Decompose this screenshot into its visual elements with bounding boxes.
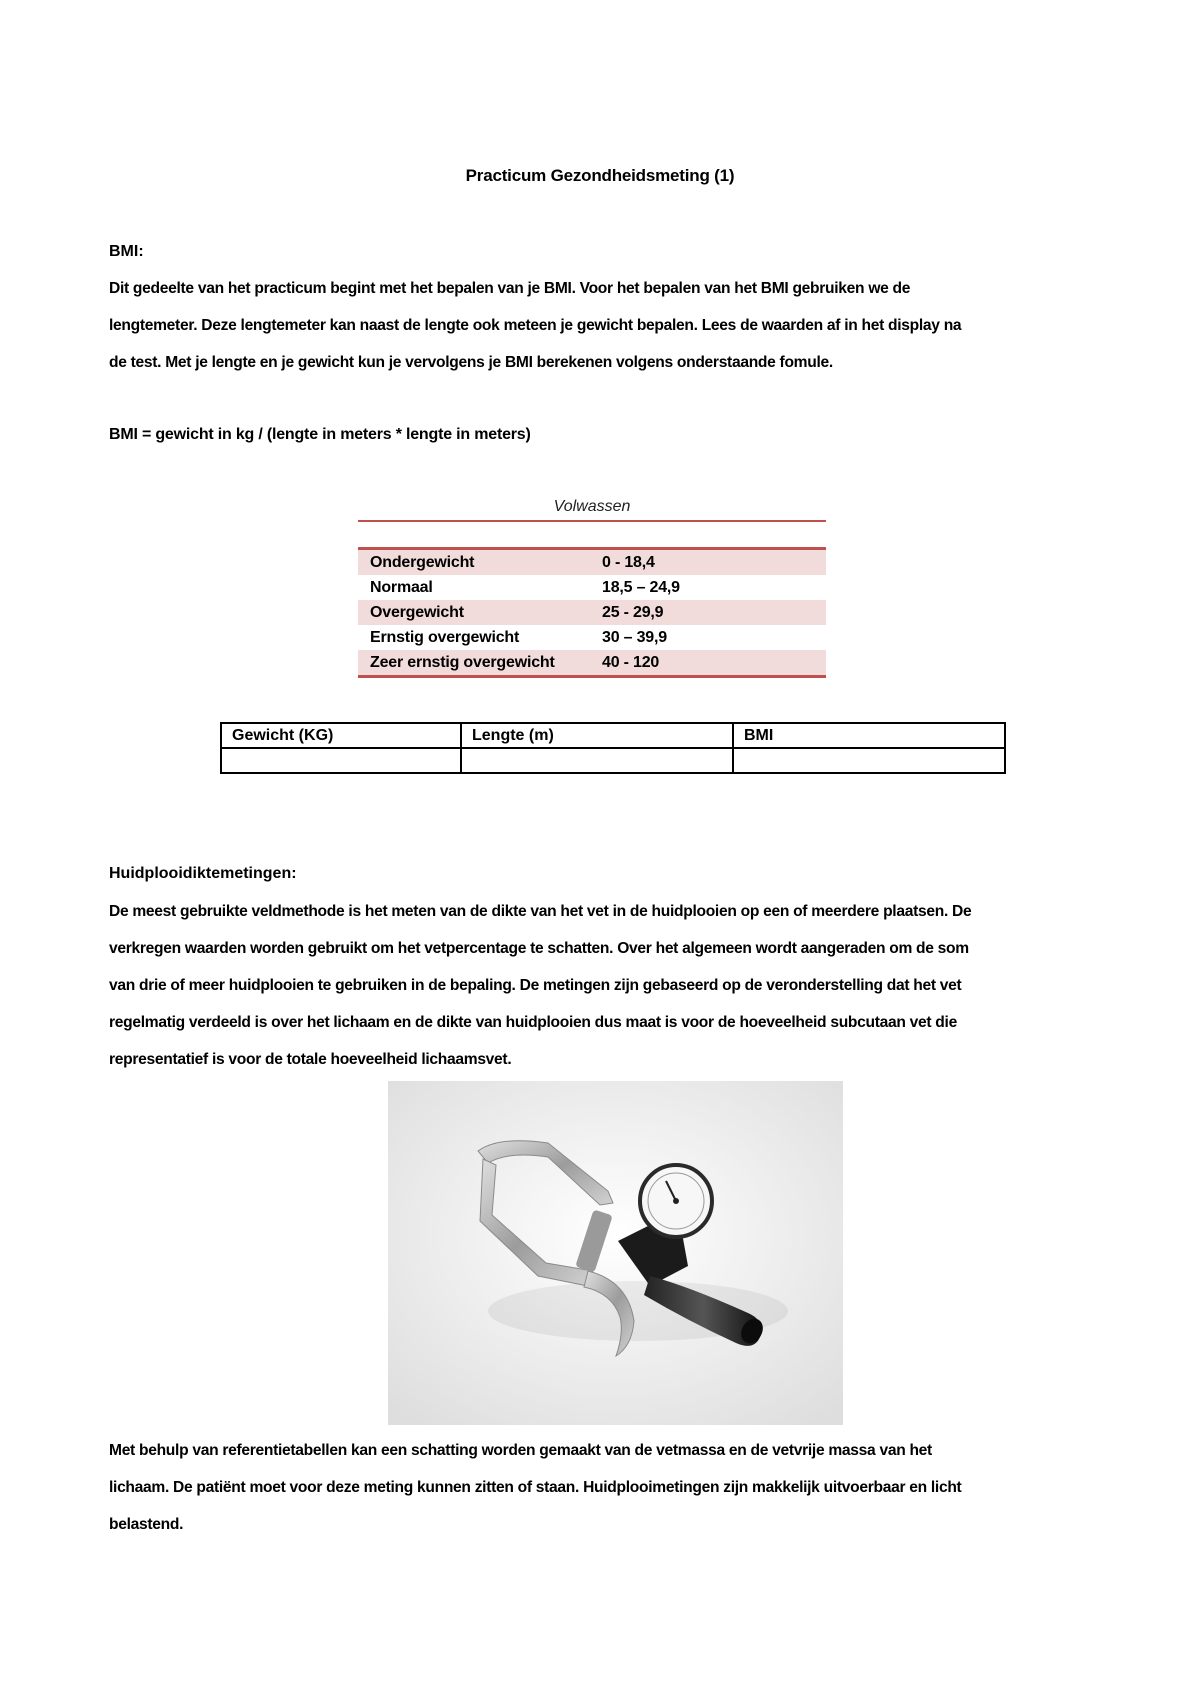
- skinfold-caliper-icon: [388, 1081, 843, 1425]
- length-cell[interactable]: [461, 748, 733, 773]
- header-bmi: BMI: [733, 723, 1005, 748]
- closing-paragraph-line: lichaam. De patiënt moet voor deze meting kunnen zitten of staan. Huidplooimetingen zijn makkelijk uitvoerbaar en licht: [109, 1479, 962, 1496]
- table-spacer: [358, 522, 826, 550]
- category-range: 0 - 18,4: [602, 553, 655, 571]
- table-row: [358, 575, 826, 600]
- header-weight: Gewicht (KG): [221, 723, 461, 748]
- category-label: Ernstig overgewicht: [370, 628, 520, 646]
- skinfold-heading: Huidplooidiktemetingen:: [109, 865, 297, 882]
- bmi-paragraph-line: de test. Met je lengte en je gewicht kun je vervolgens je BMI berekenen volgens onderstaande fomule.: [109, 354, 833, 371]
- skinfold-paragraph-line: De meest gebruikte veldmethode is het meten van de dikte van het vet in de huidplooien op een of meerdere plaatsen. De: [109, 903, 972, 920]
- skinfold-paragraph: [109, 893, 1119, 1078]
- weight-cell[interactable]: [221, 748, 461, 773]
- category-range: 40 - 120: [602, 653, 660, 671]
- skinfold-paragraph-line: representatief is voor de totale hoeveelheid lichaamsvet.: [109, 1051, 512, 1068]
- skinfold-paragraph-line: verkregen waarden worden gebruikt om het vetpercentage te schatten. Over het algemeen wordt aangeraden om de som: [109, 940, 969, 957]
- table-row: [358, 550, 826, 575]
- bmi-categories-caption: Volwassen: [553, 498, 631, 515]
- bmi-paragraph-line: Dit gedeelte van het practicum begint met het bepalen van je BMI. Voor het bepalen van het BMI gebruiken we de: [109, 280, 911, 297]
- table-row: [358, 650, 826, 675]
- skinfold-caliper-photo: [388, 1081, 843, 1425]
- table-header-row: [221, 723, 1005, 748]
- bmi-formula: BMI = gewicht in kg / (lengte in meters * lengte in meters): [109, 426, 531, 443]
- bmi-paragraph-line: lengtemeter. Deze lengtemeter kan naast de lengte ook meteen je gewicht bepalen. Lees de waarden af in het display na: [109, 317, 962, 334]
- bmi-categories-table: [358, 520, 826, 678]
- table-row: [358, 600, 826, 625]
- category-label: Ondergewicht: [370, 553, 475, 571]
- closing-paragraph-line: Met behulp van referentietabellen kan een schatting worden gemaakt van de vetmassa en de vetvrije massa van het: [109, 1442, 932, 1459]
- skinfold-paragraph-line: van drie of meer huidplooien te gebruiken in de bepaling. De metingen zijn gebaseerd op de veronderstelling dat het vet: [109, 977, 962, 994]
- category-label: Normaal: [370, 578, 433, 596]
- skinfold-paragraph-line: regelmatig verdeeld is over het lichaam en de dikte van huidplooien dus maat is voor de hoeveelheid subcutaan vet die: [109, 1014, 957, 1031]
- closing-paragraph-line: belastend.: [109, 1516, 184, 1533]
- header-length: Lengte (m): [461, 723, 733, 748]
- table-row: [221, 748, 1005, 773]
- category-range: 25 - 29,9: [602, 603, 664, 621]
- bmi-paragraph: [109, 270, 1119, 381]
- category-range: 18,5 – 24,9: [602, 578, 680, 596]
- bmi-cell[interactable]: [733, 748, 1005, 773]
- category-label: Zeer ernstig overgewicht: [370, 653, 555, 671]
- measurement-table: [220, 722, 1006, 774]
- table-row: [358, 625, 826, 650]
- bmi-heading: BMI:: [109, 243, 144, 260]
- category-range: 30 – 39,9: [602, 628, 667, 646]
- closing-paragraph: [109, 1432, 1119, 1543]
- page-title: Practicum Gezondheidsmeting (1): [465, 166, 735, 185]
- category-label: Overgewicht: [370, 603, 464, 621]
